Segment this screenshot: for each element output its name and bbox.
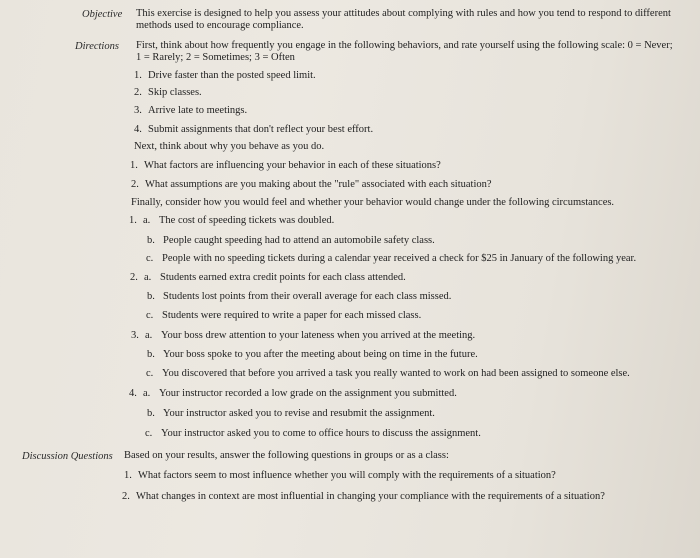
circumstance-item: c. You discovered that before you arrived a task you really wanted to work on had been assigned to someone else.	[146, 368, 630, 379]
behavior-item: 2. Skip classes.	[134, 87, 202, 98]
behavior-item: 1. Drive faster than the posted speed limit.	[134, 70, 316, 81]
objective-text-line2: methods used to encourage compliance.	[136, 20, 304, 31]
why-question: 2. What assumptions are you making about the "rule" associated with each situation?	[131, 179, 492, 190]
discussion-label: Discussion Questions	[22, 451, 113, 462]
directions-label: Directions	[75, 41, 119, 52]
behavior-item: 4. Submit assignments that don't reflect your best effort.	[134, 124, 374, 135]
directions-text-line1: First, think about how frequently you engage in the following behaviors, and rate yourself using the following scale: 0 = Never;	[136, 40, 673, 51]
discussion-intro: Based on your results, answer the following questions in groups or as a class:	[124, 450, 449, 461]
finally-instruction: Finally, consider how you would feel and whether your behavior would change under the following circumstances.	[131, 197, 615, 208]
circumstance-item: 2. a. Students earned extra credit points for each class attended.	[130, 272, 406, 283]
objective-label: Objective	[82, 9, 123, 20]
circumstance-item: c. Students were required to write a paper for each missed class.	[146, 310, 422, 321]
why-question: 1. What factors are influencing your behavior in each of these situations?	[130, 160, 441, 171]
circumstance-item: b. Your instructor asked you to revise and resubmit the assignment.	[147, 408, 435, 419]
circumstance-item: 3. a. Your boss drew attention to your lateness when you arrived at the meeting.	[131, 330, 476, 341]
directions-text-line2: 1 = Rarely; 2 = Sometimes; 3 = Often	[136, 52, 295, 63]
behavior-item: 3. Arrive late to meetings.	[134, 105, 248, 116]
circumstance-item: b. Students lost points from their overall average for each class missed.	[147, 291, 452, 302]
circumstance-item: c. People with no speeding tickets during a calendar year received a check for $25 in January of the following year.	[146, 253, 637, 264]
circumstance-item: b. People caught speeding had to attend an automobile safety class.	[147, 235, 435, 246]
discussion-question: 1. What factors seem to most influence whether you will comply with the requirements of a situation?	[124, 470, 556, 481]
circumstance-item: 4. a. Your instructor recorded a low grade on the assignment you submitted.	[129, 388, 457, 399]
circumstance-item: c. Your instructor asked you to come to office hours to discuss the assignment.	[145, 428, 481, 439]
circumstance-item: 1. a. The cost of speeding tickets was doubled.	[129, 215, 335, 226]
discussion-question: 2. What changes in context are most influential in changing your compliance with the requirements of a situation?	[122, 491, 605, 502]
objective-text-line1: This exercise is designed to help you assess your attitudes about complying with rules and how you tend to respond to different	[136, 8, 671, 19]
circumstance-item: b. Your boss spoke to you after the meeting about being on time in the future.	[147, 349, 478, 360]
next-instruction: Next, think about why you behave as you do.	[134, 141, 325, 152]
